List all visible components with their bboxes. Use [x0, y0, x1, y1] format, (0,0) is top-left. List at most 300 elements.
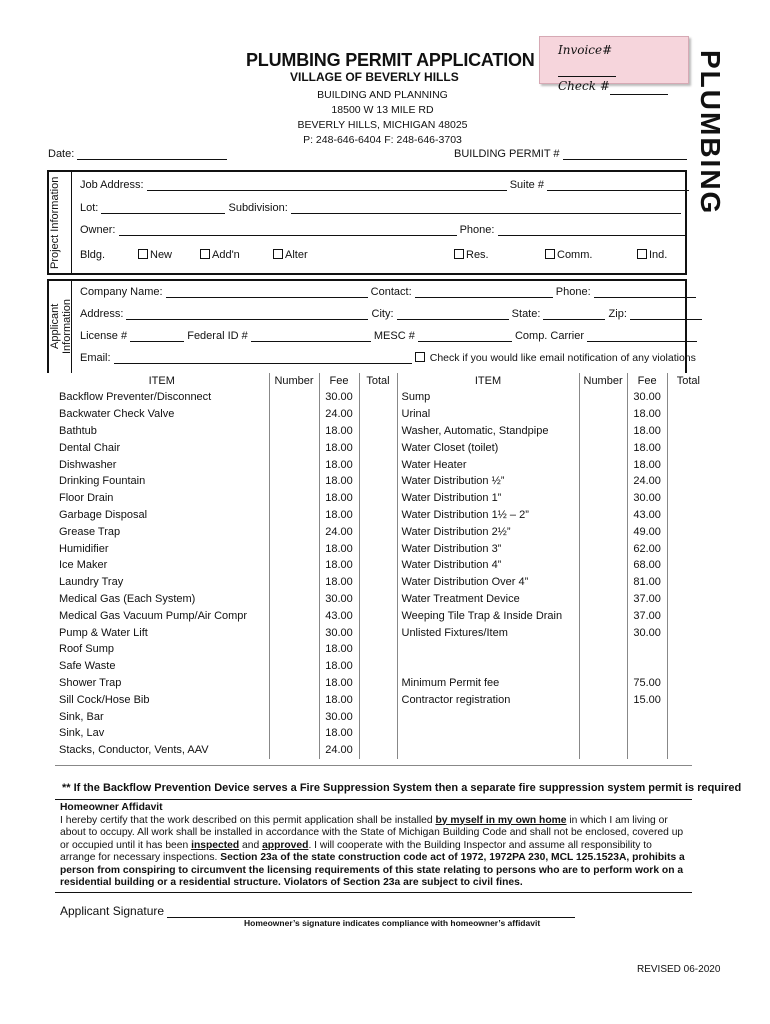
- alter-checkbox[interactable]: [273, 249, 283, 259]
- number-cell[interactable]: [269, 708, 319, 725]
- table-row: [55, 742, 709, 759]
- number-cell[interactable]: [579, 439, 627, 456]
- item-name: Medical Gas Vacuum Pump/Air Compr: [55, 607, 269, 624]
- state-label: State:: [511, 308, 541, 320]
- col-header: Number: [269, 373, 319, 389]
- fee-cell: 18.00: [319, 691, 359, 708]
- license-field[interactable]: [130, 330, 184, 342]
- applicant-section-label: Applicant Information: [49, 298, 73, 354]
- item-name: Water Closet (toilet): [397, 439, 579, 456]
- fee-cell: 24.00: [319, 742, 359, 759]
- number-cell[interactable]: [269, 406, 319, 423]
- item-name: Pump & Water Lift: [55, 624, 269, 641]
- new-checkbox[interactable]: [138, 249, 148, 259]
- total-cell[interactable]: [359, 473, 397, 490]
- fee-cell: 30.00: [627, 624, 667, 641]
- comm-label: Comm.: [557, 249, 593, 261]
- lot-field[interactable]: [101, 202, 225, 214]
- number-cell[interactable]: [269, 591, 319, 608]
- total-cell[interactable]: [359, 691, 397, 708]
- number-cell[interactable]: [269, 423, 319, 440]
- signature-row: [60, 904, 575, 918]
- item-name: Shower Trap: [55, 675, 269, 692]
- fee-cell: 18.00: [319, 675, 359, 692]
- fee-cell: 37.00: [627, 607, 667, 624]
- number-cell[interactable]: [579, 708, 627, 725]
- owner-phone-label: Phone:: [459, 224, 495, 236]
- item-name: Sink, Bar: [55, 708, 269, 725]
- table-row: [55, 574, 709, 591]
- revision-date: REVISED 06-2020: [637, 964, 721, 975]
- total-cell[interactable]: [667, 574, 709, 591]
- fee-cell: 18.00: [319, 725, 359, 742]
- owner-row: [80, 224, 686, 236]
- item-name: Washer, Automatic, Standpipe: [397, 423, 579, 440]
- suite-label: Suite #: [509, 179, 544, 191]
- permit-label: BUILDING PERMIT #: [454, 148, 560, 160]
- item-name: Backflow Preventer/Disconnect: [55, 389, 269, 406]
- fee-cell: 75.00: [627, 675, 667, 692]
- fee-cell: 81.00: [627, 574, 667, 591]
- total-cell[interactable]: [359, 591, 397, 608]
- number-cell[interactable]: [579, 725, 627, 742]
- item-name: Sink, Lav: [55, 725, 269, 742]
- col-header: Fee: [319, 373, 359, 389]
- number-cell[interactable]: [269, 557, 319, 574]
- number-cell[interactable]: [269, 624, 319, 641]
- affidavit-part: . I will cooperate with the Building Inspector and assume all responsibility to arrange for necessary inspections.: [60, 839, 652, 863]
- number-cell[interactable]: [269, 742, 319, 759]
- number-cell[interactable]: [269, 574, 319, 591]
- total-cell[interactable]: [359, 658, 397, 675]
- affidavit-emphasis: inspected: [191, 839, 240, 851]
- item-name: Contractor registration: [397, 691, 579, 708]
- zip-label: Zip:: [608, 308, 627, 320]
- affidavit-emphasis: by myself in my own home: [435, 814, 567, 826]
- company-row: [80, 286, 696, 298]
- invoice-label: Invoice#: [558, 43, 613, 57]
- fee-cell: 24.00: [319, 406, 359, 423]
- lot-label: Lot:: [80, 202, 99, 214]
- item-name: Bathtub: [55, 423, 269, 440]
- col-header: ITEM: [397, 373, 579, 389]
- bldg-row: [80, 249, 675, 261]
- table-row: [55, 591, 709, 608]
- affidavit-part: I hereby certify that the work described on this permit application shall be installed: [60, 814, 436, 826]
- total-cell[interactable]: [359, 607, 397, 624]
- city-field[interactable]: [397, 308, 509, 320]
- mesc-field[interactable]: [418, 330, 512, 342]
- number-cell[interactable]: [579, 675, 627, 692]
- total-cell[interactable]: [667, 557, 709, 574]
- table-row: [55, 641, 709, 658]
- new-label: New: [150, 249, 173, 261]
- table-row: [55, 389, 709, 406]
- fee-cell: 30.00: [627, 490, 667, 507]
- fee-table: [55, 373, 709, 759]
- table-row: [55, 691, 709, 708]
- check-field[interactable]: [610, 83, 668, 95]
- number-cell[interactable]: [579, 523, 627, 540]
- company-field[interactable]: [166, 286, 368, 298]
- fee-cell: 18.00: [627, 406, 667, 423]
- item-name: Dishwasher: [55, 456, 269, 473]
- number-cell[interactable]: [269, 490, 319, 507]
- date-field[interactable]: [77, 148, 227, 160]
- fee-cell: 30.00: [319, 389, 359, 406]
- item-name: Dental Chair: [55, 439, 269, 456]
- item-name: Water Distribution 1”: [397, 490, 579, 507]
- fire-suppression-warning: ** If the Backflow Prevention Device serves a Fire Suppression System then a separate fire suppression system permit is required: [62, 782, 742, 794]
- number-cell[interactable]: [579, 607, 627, 624]
- total-cell[interactable]: [359, 557, 397, 574]
- total-cell[interactable]: [359, 423, 397, 440]
- alter-label: Alter: [285, 249, 308, 261]
- total-cell[interactable]: [667, 540, 709, 557]
- email-label: Email:: [80, 352, 111, 364]
- number-cell[interactable]: [579, 742, 627, 759]
- table-row: [55, 540, 709, 557]
- total-cell[interactable]: [667, 708, 709, 725]
- signature-note: Homeowner’s signature indicates compliance with homeowner’s affidavit: [244, 918, 541, 928]
- total-cell[interactable]: [359, 523, 397, 540]
- item-name: Urinal: [397, 406, 579, 423]
- number-cell[interactable]: [579, 557, 627, 574]
- item-name: [397, 742, 579, 759]
- fee-cell: 68.00: [627, 557, 667, 574]
- applicant-phone-label: Phone:: [555, 286, 591, 298]
- fee-cell: [627, 708, 667, 725]
- fee-cell: 18.00: [319, 439, 359, 456]
- item-name: Water Distribution Over 4”: [397, 574, 579, 591]
- fee-cell: [627, 742, 667, 759]
- applicant-address-row: [80, 308, 702, 320]
- item-name: Water Distribution 3”: [397, 540, 579, 557]
- fee-cell: 18.00: [319, 507, 359, 524]
- number-cell[interactable]: [579, 456, 627, 473]
- item-name: Sill Cock/Hose Bib: [55, 691, 269, 708]
- number-cell[interactable]: [269, 658, 319, 675]
- item-name: Laundry Tray: [55, 574, 269, 591]
- fee-cell: 24.00: [627, 473, 667, 490]
- col-header: Total: [676, 375, 700, 387]
- number-cell[interactable]: [579, 507, 627, 524]
- fee-cell: 30.00: [319, 708, 359, 725]
- affidavit-legal-notice: Section 23a of the state construction code act of 1972, 1972PA 230, MCL 125.1523A, prohibits a person from conspiring to circumvent the licensing requirements of this state relating to persons who are to perform work on a residential building or a residential structure. Violators of Section 23a are subject to civil fines.: [60, 852, 685, 888]
- item-name: Water Treatment Device: [397, 591, 579, 608]
- total-cell[interactable]: [667, 473, 709, 490]
- lot-row: [80, 202, 681, 214]
- table-row: [55, 658, 709, 675]
- fee-cell: 18.00: [319, 641, 359, 658]
- number-cell[interactable]: [269, 675, 319, 692]
- job-address-row: [80, 179, 689, 191]
- email-field[interactable]: [114, 352, 412, 364]
- table-bottom-rule: [55, 765, 692, 766]
- item-name: Grease Trap: [55, 523, 269, 540]
- owner-label: Owner:: [80, 224, 116, 236]
- subdivision-label: Subdivision:: [228, 202, 288, 214]
- address-label: Address:: [80, 308, 124, 320]
- owner-phone-field[interactable]: [498, 224, 686, 236]
- total-cell[interactable]: [359, 439, 397, 456]
- job-address-label: Job Address:: [80, 179, 144, 191]
- total-cell[interactable]: [359, 641, 397, 658]
- fee-cell: 43.00: [319, 607, 359, 624]
- state-field[interactable]: [543, 308, 605, 320]
- total-cell[interactable]: [667, 389, 709, 406]
- col-header: Number: [579, 373, 627, 389]
- fee-cell: 37.00: [627, 591, 667, 608]
- total-cell[interactable]: [359, 540, 397, 557]
- company-label: Company Name:: [80, 286, 163, 298]
- table-row: [55, 490, 709, 507]
- item-name: Ice Maker: [55, 557, 269, 574]
- total-cell[interactable]: [667, 658, 709, 675]
- item-name: Weeping Tile Trap & Inside Drain: [397, 607, 579, 624]
- total-cell[interactable]: [359, 574, 397, 591]
- item-name: Humidifier: [55, 540, 269, 557]
- date-label: Date:: [48, 148, 75, 160]
- ind-checkbox[interactable]: [637, 249, 647, 259]
- affidavit-heading: Homeowner Affidavit: [60, 802, 163, 813]
- item-name: Water Heater: [397, 456, 579, 473]
- item-name: Medical Gas (Each System): [55, 591, 269, 608]
- item-name: Unlisted Fixtures/Item: [397, 624, 579, 641]
- fee-cell: [627, 725, 667, 742]
- fee-cell: 18.00: [319, 658, 359, 675]
- number-cell[interactable]: [579, 540, 627, 557]
- homeowner-affidavit: [55, 799, 692, 893]
- subdivision-field[interactable]: [291, 202, 681, 214]
- office-address: [290, 88, 475, 148]
- fee-cell: 18.00: [319, 423, 359, 440]
- number-cell[interactable]: [269, 473, 319, 490]
- total-cell[interactable]: [359, 725, 397, 742]
- res-checkbox[interactable]: [454, 249, 464, 259]
- federal-id-field[interactable]: [251, 330, 371, 342]
- invoice-field[interactable]: [558, 65, 616, 77]
- total-cell[interactable]: [667, 675, 709, 692]
- item-name: Water Distribution ½”: [397, 473, 579, 490]
- email-notify-label: Check if you would like email notification of any violations: [429, 352, 696, 364]
- total-cell[interactable]: [359, 742, 397, 759]
- total-cell[interactable]: [359, 490, 397, 507]
- number-cell[interactable]: [269, 607, 319, 624]
- total-cell[interactable]: [667, 423, 709, 440]
- check-label: Check #: [558, 79, 610, 93]
- table-row: [55, 624, 709, 641]
- number-cell[interactable]: [579, 574, 627, 591]
- ind-label: Ind.: [649, 249, 668, 261]
- item-name: Water Distribution 4”: [397, 557, 579, 574]
- suite-field[interactable]: [547, 179, 689, 191]
- total-cell[interactable]: [667, 691, 709, 708]
- affidavit-part: and: [239, 839, 263, 851]
- number-cell[interactable]: [579, 406, 627, 423]
- number-cell[interactable]: [579, 490, 627, 507]
- fee-cell: 30.00: [627, 389, 667, 406]
- number-cell[interactable]: [579, 423, 627, 440]
- fee-cell: [627, 658, 667, 675]
- fee-cell: 18.00: [319, 557, 359, 574]
- item-name: Drinking Fountain: [55, 473, 269, 490]
- signature-field[interactable]: [167, 906, 575, 918]
- date-row: [48, 148, 227, 160]
- fee-cell: 30.00: [319, 624, 359, 641]
- comp-carrier-label: Comp. Carrier: [514, 330, 585, 342]
- fee-cell: 18.00: [319, 456, 359, 473]
- email-notify-checkbox[interactable]: [415, 352, 425, 362]
- number-cell[interactable]: [269, 725, 319, 742]
- total-cell[interactable]: [667, 456, 709, 473]
- total-cell[interactable]: [359, 675, 397, 692]
- address-field[interactable]: [126, 308, 368, 320]
- table-row: [55, 708, 709, 725]
- fee-cell: 43.00: [627, 507, 667, 524]
- number-cell[interactable]: [269, 641, 319, 658]
- email-row: [80, 352, 696, 364]
- item-name: Stacks, Conductor, Vents, AAV: [55, 742, 269, 759]
- bldg-label: Bldg.: [80, 249, 106, 261]
- total-cell[interactable]: [667, 490, 709, 507]
- address-line: 18500 W 13 MILE RD: [331, 104, 434, 116]
- zip-field[interactable]: [630, 308, 702, 320]
- owner-field[interactable]: [119, 224, 457, 236]
- address-line: BUILDING AND PLANNING: [317, 89, 448, 101]
- contact-field[interactable]: [415, 286, 553, 298]
- total-cell[interactable]: [359, 456, 397, 473]
- table-row: [55, 607, 709, 624]
- total-cell[interactable]: [667, 607, 709, 624]
- total-cell[interactable]: [667, 742, 709, 759]
- item-name: [397, 725, 579, 742]
- total-cell[interactable]: [359, 624, 397, 641]
- total-cell[interactable]: [667, 641, 709, 658]
- project-section-label: Project Information: [49, 176, 61, 269]
- federal-id-label: Federal ID #: [187, 330, 248, 342]
- fee-cell: 62.00: [627, 540, 667, 557]
- affidavit-part: in which I am living or about to occupy. All work shall be installed in accordance with the State of Michigan Building Code and shall not be enclosed, covered up or occupied until it has been: [60, 814, 684, 851]
- fee-cell: [627, 641, 667, 658]
- number-cell[interactable]: [579, 389, 627, 406]
- total-cell[interactable]: [667, 624, 709, 641]
- signature-label: Applicant Signature: [60, 904, 165, 918]
- address-line: P: 248-646-6404 F: 248-646-3703: [303, 134, 462, 146]
- item-name: Floor Drain: [55, 490, 269, 507]
- comp-carrier-field[interactable]: [587, 330, 697, 342]
- addn-checkbox[interactable]: [200, 249, 210, 259]
- item-name: Water Distribution 1½ – 2”: [397, 507, 579, 524]
- number-cell[interactable]: [269, 456, 319, 473]
- number-cell[interactable]: [269, 507, 319, 524]
- col-header: ITEM: [55, 373, 269, 389]
- table-row: [55, 507, 709, 524]
- col-header: Total: [359, 373, 397, 389]
- total-cell[interactable]: [359, 708, 397, 725]
- table-row: [55, 675, 709, 692]
- mesc-label: MESC #: [373, 330, 415, 342]
- page-subtitle: VILLAGE OF BEVERLY HILLS: [290, 70, 459, 84]
- number-cell[interactable]: [579, 473, 627, 490]
- table-row: [55, 473, 709, 490]
- table-row: [55, 439, 709, 456]
- item-name: Sump: [397, 389, 579, 406]
- divider: [71, 170, 72, 275]
- number-cell[interactable]: [269, 540, 319, 557]
- table-row: [55, 406, 709, 423]
- fee-cell: 24.00: [319, 523, 359, 540]
- addn-label: Add'n: [212, 249, 240, 261]
- item-name: Backwater Check Valve: [55, 406, 269, 423]
- total-cell[interactable]: [667, 439, 709, 456]
- number-cell[interactable]: [269, 439, 319, 456]
- affidavit-text: [60, 815, 687, 890]
- item-name: Minimum Permit fee: [397, 675, 579, 692]
- total-cell[interactable]: [359, 507, 397, 524]
- total-cell[interactable]: [667, 725, 709, 742]
- number-cell[interactable]: [579, 691, 627, 708]
- number-cell[interactable]: [579, 641, 627, 658]
- permit-row: [454, 148, 687, 160]
- license-label: License #: [80, 330, 128, 342]
- total-cell[interactable]: [667, 507, 709, 524]
- comm-checkbox[interactable]: [545, 249, 555, 259]
- item-name: Safe Waste: [55, 658, 269, 675]
- res-label: Res.: [466, 249, 489, 261]
- table-row: [55, 423, 709, 440]
- city-label: City:: [371, 308, 394, 320]
- permit-number-field[interactable]: [563, 148, 687, 160]
- page-title: PLUMBING PERMIT APPLICATION: [246, 50, 535, 70]
- table-row: [55, 523, 709, 540]
- number-cell[interactable]: [579, 658, 627, 675]
- total-cell[interactable]: [667, 523, 709, 540]
- address-line: BEVERLY HILLS, MICHIGAN 48025: [297, 119, 468, 131]
- total-cell[interactable]: [667, 591, 709, 608]
- table-row: [55, 456, 709, 473]
- contact-label: Contact:: [370, 286, 412, 298]
- fee-cell: 18.00: [319, 490, 359, 507]
- job-address-field[interactable]: [147, 179, 507, 191]
- total-cell[interactable]: [667, 406, 709, 423]
- number-cell[interactable]: [269, 523, 319, 540]
- fee-cell: 18.00: [319, 473, 359, 490]
- side-banner: PLUMBING: [695, 50, 726, 216]
- applicant-phone-field[interactable]: [594, 286, 696, 298]
- number-cell[interactable]: [579, 591, 627, 608]
- number-cell[interactable]: [579, 624, 627, 641]
- invoice-sticky-note: [539, 36, 689, 93]
- col-header: Fee: [627, 373, 667, 389]
- item-name: Water Distribution 2½”: [397, 523, 579, 540]
- table-header-row: [55, 373, 709, 389]
- total-cell[interactable]: [359, 389, 397, 406]
- fee-cell: 18.00: [319, 540, 359, 557]
- item-name: [397, 658, 579, 675]
- table-row: [55, 557, 709, 574]
- total-cell[interactable]: [359, 406, 397, 423]
- fee-cell: 30.00: [319, 591, 359, 608]
- number-cell[interactable]: [269, 691, 319, 708]
- fee-cell: 18.00: [627, 423, 667, 440]
- fee-cell: 18.00: [319, 574, 359, 591]
- number-cell[interactable]: [269, 389, 319, 406]
- license-row: [80, 330, 697, 342]
- table-row: [55, 725, 709, 742]
- item-name: [397, 641, 579, 658]
- fee-cell: 49.00: [627, 523, 667, 540]
